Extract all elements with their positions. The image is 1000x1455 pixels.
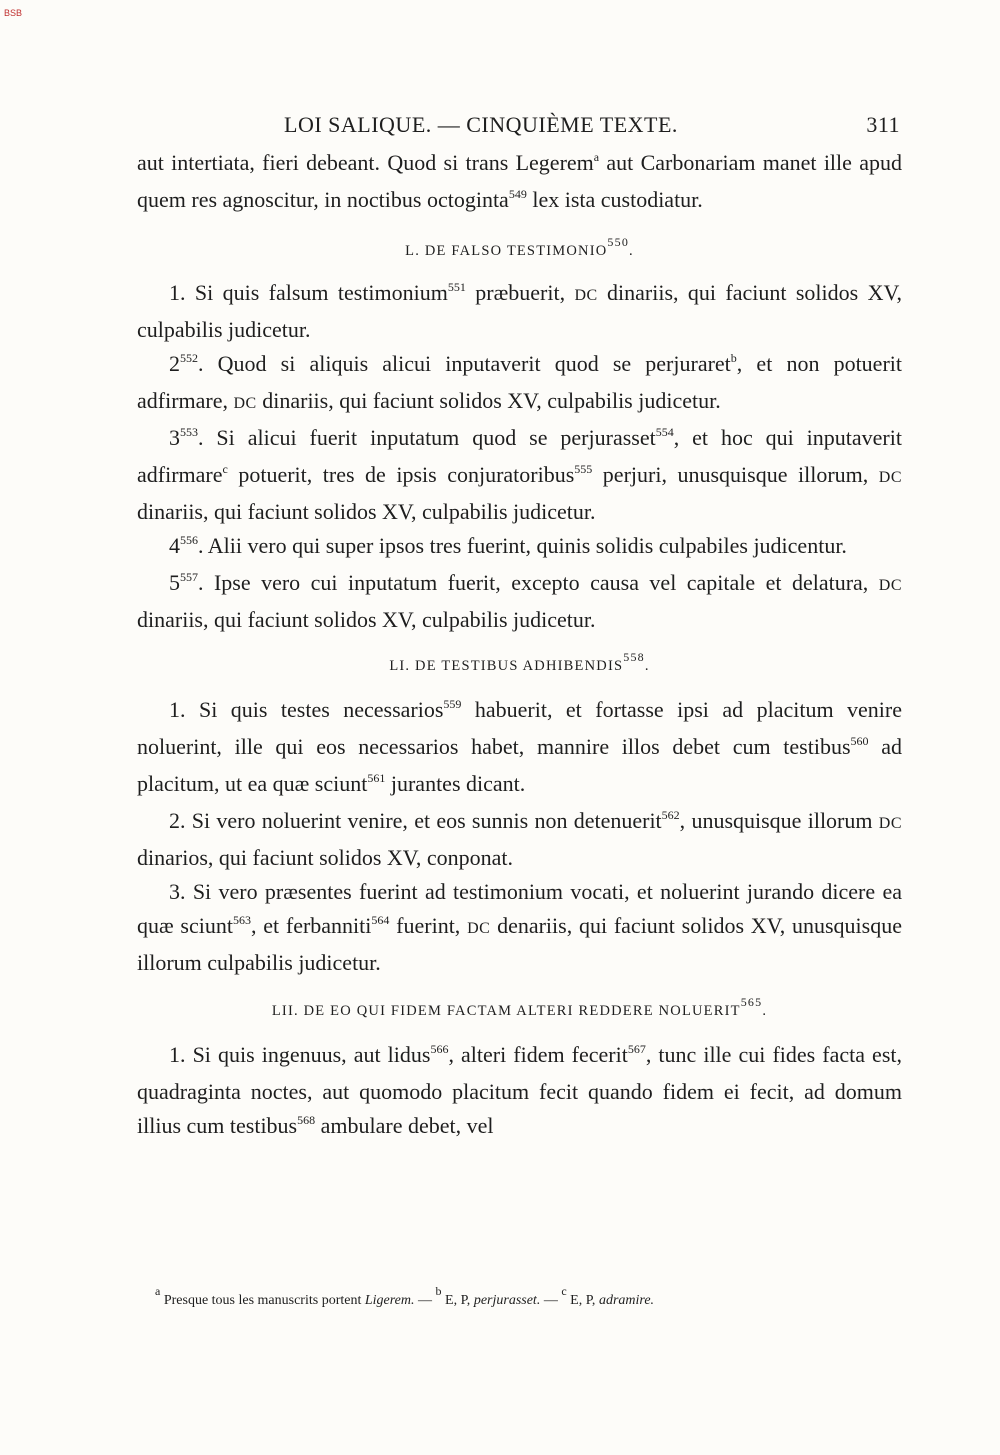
small-caps: DC: [574, 287, 598, 304]
text: potuerit, tres de ipsis conjuratoribus: [227, 462, 575, 487]
library-stamp: BSB: [4, 8, 23, 18]
note-number: 568: [297, 1113, 316, 1127]
section-heading-l: L. DE FALSO TESTIMONIO$^{550}$.: [405, 235, 634, 259]
note-number: 566: [430, 1042, 449, 1056]
page-body: [137, 112, 902, 1146]
footnotes: [155, 1284, 655, 1309]
article-li-3: [137, 875, 902, 980]
note-number: 564: [371, 913, 390, 927]
text: , tunc ille cui fides facta est, quadraginta noctes, aut quomodo placitum fecit quando fidem ei fecit, ad domum illius cum testibus: [137, 1042, 903, 1138]
note-number: 555: [574, 462, 593, 476]
footnote-variant: adramire.: [598, 1293, 655, 1308]
text: 1. Si quis testes necessarios: [169, 697, 444, 722]
footnote-variant: perjurasset.: [473, 1293, 541, 1308]
text: 2: [169, 351, 180, 376]
footnote-text: Presque tous les manuscrits portent: [160, 1293, 365, 1308]
text: lex ista custodiatur.: [526, 187, 703, 212]
note-number: 554: [655, 425, 674, 439]
page-number: 311: [866, 112, 900, 137]
heading-text: LII. DE EO QUI FIDEM FACTAM ALTERI REDDERE NOLUERIT: [271, 1003, 741, 1019]
small-caps: DC: [878, 815, 902, 832]
text: . Ipse vero cui inputatum fuerit, excepto causa vel capitale et delatura,: [198, 570, 879, 595]
text: 1. Si quis ingenuus, aut lidus: [169, 1042, 431, 1067]
footnote-mark: b: [730, 351, 737, 365]
footnote-mark: c: [222, 462, 228, 476]
text: 5: [169, 570, 180, 595]
note-number: 551: [447, 280, 466, 294]
text: . Quod si aliquis alicui inputaverit quod se perjuraret: [198, 351, 731, 376]
separator: —: [414, 1293, 436, 1308]
article-lii-1: [137, 1038, 902, 1146]
note-number: 557: [180, 570, 198, 584]
article-l-5: [137, 566, 902, 637]
footnote-mark: a: [593, 150, 600, 164]
note-number: 565: [740, 995, 763, 1009]
text: dinarios, qui faciunt solidos XV, conponat.: [137, 845, 513, 870]
text: 2. Si vero noluerint venire, et eos sunnis non detenuerit: [169, 808, 662, 833]
footnote-mark: c: [561, 1284, 567, 1298]
small-caps: DC: [467, 920, 491, 937]
text: jurantes dicant.: [385, 771, 526, 796]
text: , et ferbanniti: [250, 913, 372, 938]
text: præbuerit,: [465, 280, 575, 305]
text: . Alii vero qui super ipsos tres fuerint, quinis solidis culpabiles judicentur.: [198, 533, 847, 558]
note-number: 550: [607, 235, 630, 249]
text: denariis, qui faciunt solidos XV, unusquisque illorum culpabilis judicetur.: [137, 913, 902, 975]
manuscript-sigla: E, P,: [566, 1293, 599, 1308]
text: dinariis, qui faciunt solidos XV, culpabilis judicetur.: [137, 280, 903, 342]
text: aut Carbonariam manet ille apud quem res agnoscitur, in noctibus octoginta: [137, 150, 903, 212]
text: habuerit, et fortasse ipsi ad placitum venire noluerint, ille qui eos necessarios habet, mannire illos debet cum testibus: [137, 697, 902, 759]
text: aut intertiata, fieri debeant. Quod si trans Legerem: [137, 150, 594, 175]
article-li-1: [137, 693, 902, 804]
running-title: LOI SALIQUE. — CINQUIÈME TEXTE.: [284, 112, 678, 137]
section-heading-lii: LII. DE EO QUI FIDEM FACTAM ALTERI REDDERE NOLUERIT$^{565}$.: [271, 995, 768, 1019]
footnote-mark: b: [435, 1284, 442, 1298]
text: , unusquisque illorum: [679, 808, 879, 833]
text: 1. Si quis falsum testimonium: [169, 280, 448, 305]
note-number: 562: [661, 808, 680, 822]
paragraph-continuation: [137, 146, 902, 220]
footnote-mark: a: [155, 1284, 161, 1298]
manuscript-sigla: E, P,: [441, 1293, 474, 1308]
note-number: 560: [850, 734, 869, 748]
text: , alteri fidem fecerit: [448, 1042, 628, 1067]
note-number: 567: [627, 1042, 646, 1056]
note-number: 559: [443, 697, 462, 711]
text: 3: [169, 425, 180, 450]
note-number: 558: [623, 650, 645, 664]
text: dinariis, qui faciunt solidos XV, culpabilis judicetur.: [137, 607, 596, 632]
text: , et non potuerit adfirmare,: [137, 351, 903, 413]
note-number: 563: [232, 913, 251, 927]
text: dinariis, qui faciunt solidos XV, culpabilis judicetur.: [137, 499, 596, 524]
article-li-2: [137, 804, 902, 875]
text: 3. Si vero præsentes fuerint ad testimonium vocati, et noluerint jurando dicere ea quæ sciunt: [137, 879, 902, 938]
text: perjuri, unusquisque illorum,: [592, 462, 879, 487]
article-l-4: [137, 529, 902, 566]
text: . Si alicui fuerit inputatum quod se perjurasset: [198, 425, 656, 450]
note-number: 561: [367, 771, 386, 785]
text: ad placitum, ut ea quæ sciunt: [137, 734, 902, 796]
article-l-3: [137, 421, 902, 529]
text: fuerint,: [389, 913, 468, 938]
text: dinariis, qui faciunt solidos XV, culpabilis judicetur.: [256, 388, 721, 413]
small-caps: DC: [233, 395, 257, 412]
text: 4: [169, 533, 180, 558]
text: , et hoc qui inputaverit adfirmare: [137, 425, 902, 487]
separator: —: [540, 1293, 562, 1308]
note-number: 556: [180, 533, 198, 547]
small-caps: DC: [878, 577, 902, 594]
running-header: [137, 112, 902, 146]
section-heading-li: LI. DE TESTIBUS ADHIBENDIS$^{558}$.: [389, 650, 650, 674]
small-caps: DC: [878, 469, 903, 486]
note-number: 553: [180, 425, 198, 439]
heading-text: L. DE FALSO TESTIMONIO: [405, 243, 608, 259]
note-number: 549: [508, 187, 527, 201]
article-l-2: [137, 347, 902, 421]
note-number: 552: [180, 351, 198, 365]
article-l-1: [137, 276, 902, 347]
footnote-variant: Ligerem.: [364, 1293, 415, 1308]
heading-text: LI. DE TESTIBUS ADHIBENDIS: [389, 658, 624, 674]
text: ambulare debet, vel: [315, 1113, 494, 1138]
